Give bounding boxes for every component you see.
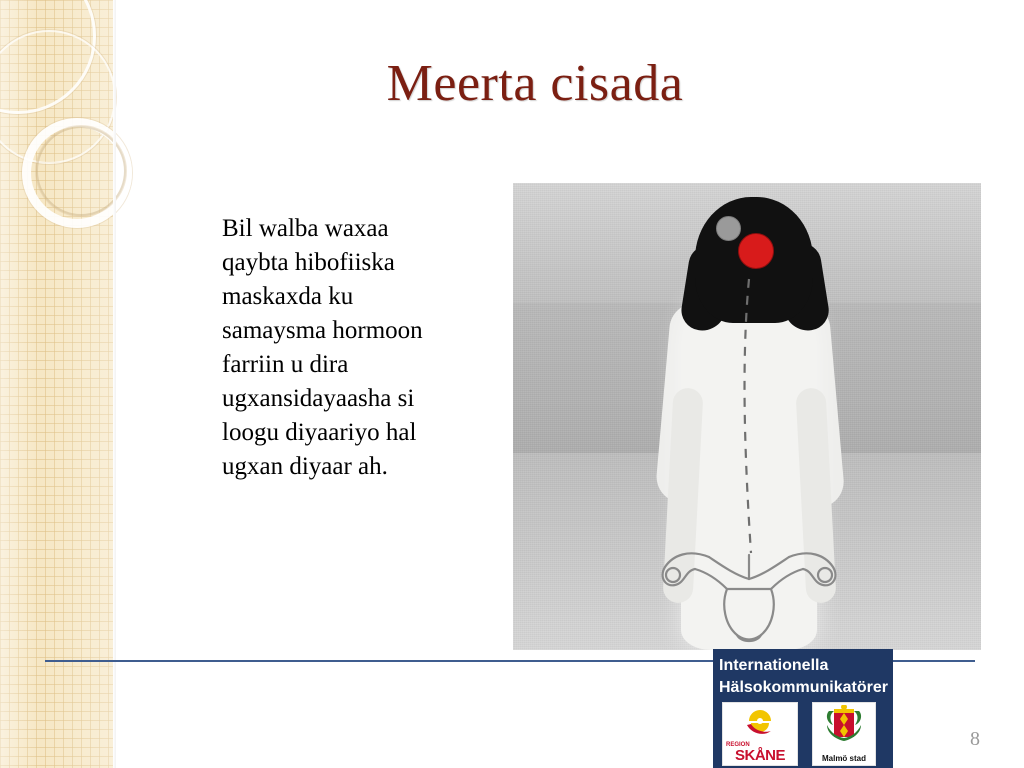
organisation-name-line2: Hälsokommunikatörer [719, 679, 888, 696]
region-skane-logo [722, 702, 798, 766]
skane-region-label: REGION [726, 742, 750, 748]
band-edge [113, 0, 116, 768]
organisation-name [719, 655, 919, 699]
skane-wordmark: SKÅNE [734, 747, 785, 764]
body-paragraph: Bil walba waxaa qaybta hibofiiska maskaxda ku samaysma hormoon farriin u dira ugxansidayaasha si loogu diyaariyo hal ugxan diyaar ah. [222, 215, 423, 480]
page-title: Meerta cisada [386, 55, 684, 112]
uterus-illustration-icon [513, 183, 981, 650]
figure-image [513, 183, 981, 650]
malmo-stad-logo [812, 702, 876, 766]
page-number: 8 [970, 728, 980, 750]
malmo-crest-icon [821, 705, 867, 745]
organisation-name-line1: Internationella [719, 657, 829, 674]
skane-sun-icon [743, 707, 777, 737]
malmo-wordmark: Malmö stad [821, 754, 866, 763]
